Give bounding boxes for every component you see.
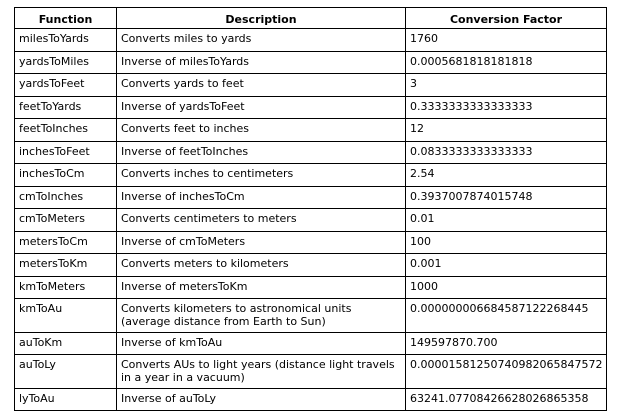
description-cell: Converts inches to centimeters [117,164,406,187]
table-row [15,231,607,254]
factor-cell: 1760 [406,29,607,52]
function-cell: lyToAu [15,388,117,411]
table-row [15,355,607,389]
function-cell: kmToAu [15,299,117,333]
function-cell: auToLy [15,355,117,389]
factor-cell: 0.0833333333333333 [406,141,607,164]
description-cell: Inverse of kmToAu [117,332,406,355]
factor-cell: 0.3333333333333333 [406,96,607,119]
description-cell: Inverse of cmToMeters [117,231,406,254]
description-cell: Inverse of auToLy [117,388,406,411]
table-row [15,332,607,355]
table-row [15,51,607,74]
function-cell: inchesToFeet [15,141,117,164]
header-description: Description [117,8,406,29]
function-cell: inchesToCm [15,164,117,187]
factor-cell: 3 [406,74,607,97]
table-row [15,96,607,119]
factor-cell: 1000 [406,276,607,299]
description-cell: Inverse of feetToInches [117,141,406,164]
function-cell: feetToInches [15,119,117,142]
function-cell: cmToMeters [15,209,117,232]
table-row [15,254,607,277]
table-row [15,74,607,97]
description-cell: Inverse of yardsToFeet [117,96,406,119]
function-cell: yardsToMiles [15,51,117,74]
factor-cell: 0.00001581250740982065847572 [406,355,607,389]
function-cell: cmToInches [15,186,117,209]
factor-cell: 0.000000006684587122268445 [406,299,607,333]
factor-cell: 0.01 [406,209,607,232]
table-row [15,119,607,142]
factor-cell: 2.54 [406,164,607,187]
factor-cell: 0.001 [406,254,607,277]
conversion-table [14,7,607,411]
function-cell: kmToMeters [15,276,117,299]
factor-cell: 0.3937007874015748 [406,186,607,209]
table-row [15,276,607,299]
description-cell: Converts yards to feet [117,74,406,97]
function-cell: milesToYards [15,29,117,52]
function-cell: auToKm [15,332,117,355]
header-function: Function [15,8,117,29]
function-cell: yardsToFeet [15,74,117,97]
description-cell: Converts centimeters to meters [117,209,406,232]
description-cell: Inverse of inchesToCm [117,186,406,209]
function-cell: metersToKm [15,254,117,277]
table-row [15,299,607,333]
function-cell: feetToYards [15,96,117,119]
description-cell: Converts AUs to light years (distance light travels in a year in a vacuum) [117,355,406,389]
factor-cell: 63241.07708426628026865358 [406,388,607,411]
table-row [15,164,607,187]
factor-cell: 149597870.700 [406,332,607,355]
factor-cell: 100 [406,231,607,254]
factor-cell: 12 [406,119,607,142]
description-cell: Inverse of metersToKm [117,276,406,299]
description-cell: Converts feet to inches [117,119,406,142]
description-cell: Converts miles to yards [117,29,406,52]
table-row [15,29,607,52]
table-row [15,209,607,232]
table-row [15,141,607,164]
description-cell: Converts kilometers to astronomical units (average distance from Earth to Sun) [117,299,406,333]
table-row [15,186,607,209]
header-conversion-factor: Conversion Factor [406,8,607,29]
factor-cell: 0.0005681818181818 [406,51,607,74]
table-header-row [15,8,607,29]
table-row [15,388,607,411]
description-cell: Converts meters to kilometers [117,254,406,277]
description-cell: Inverse of milesToYards [117,51,406,74]
function-cell: metersToCm [15,231,117,254]
